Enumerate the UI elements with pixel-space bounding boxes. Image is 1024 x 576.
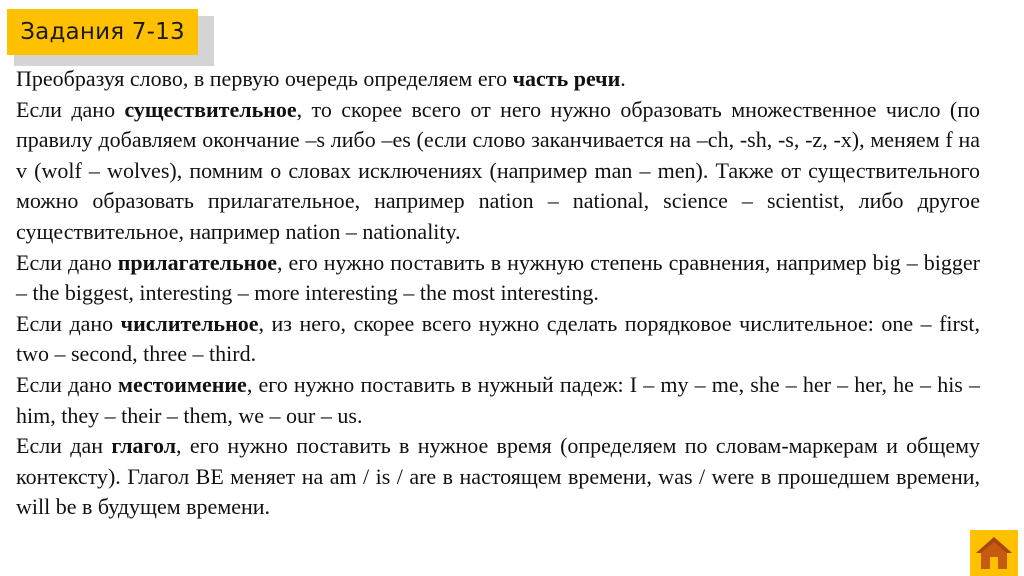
paragraph-text: Если дан <box>16 433 112 459</box>
paragraph-pronoun <box>16 370 980 431</box>
paragraph-text: , его нужно поставить в нужный падеж: I – my – me, she – her – her, he – his – him, they – their – them, we – our – us. <box>16 371 981 428</box>
paragraph-text: Если дано <box>16 310 121 336</box>
slide-title: Задания 7-13 <box>7 9 198 55</box>
keyword-noun: существительное <box>124 96 297 122</box>
slide-content <box>16 64 980 523</box>
paragraph-verb <box>16 431 980 523</box>
keyword-adjective: прилагательное <box>117 249 278 275</box>
paragraph-text: , из него, скорее всего нужно сделать порядковое числительное: one – first, two – second, three – third. <box>16 310 981 367</box>
paragraph-text: Если дано <box>16 96 125 122</box>
paragraph-noun <box>16 95 980 248</box>
keyword-pronoun: местоимение <box>117 371 247 397</box>
home-button[interactable] <box>970 530 1018 576</box>
paragraph-text: . <box>620 66 626 91</box>
paragraph-numeral <box>16 309 980 370</box>
paragraph-text: , то скорее всего от него нужно образовать множественное число (по правилу добавляем окончание –s либо –es (если слово заканчивается на –ch, -sh, -s, -z, -x), меняем f на v (wolf – wolves), помним о словах исключениях (например man – men). Также от существительного можно образовать прилагательное, например nation – national, science – scientist, либо другое существительное, например nation – nationality. <box>16 96 980 244</box>
paragraph-text: Преобразуя слово, в первую очередь определяем его <box>16 66 513 91</box>
paragraph-text: , его нужно поставить в нужное время (определяем по словам-маркерам и общему контексту). Глагол BE меняет на am / is / are в настоящем времени, was / were в прошедшем времени, will be в будущем времени. <box>16 433 980 520</box>
home-icon <box>974 535 1014 571</box>
paragraph-text: , его нужно поставить в нужную степень сравнения, например big – bigger – the biggest, interesting – more interesting – the most interesting. <box>16 249 980 306</box>
paragraph-adjective <box>16 248 980 309</box>
keyword-verb: глагол <box>111 433 177 459</box>
keyword-part-of-speech: часть речи <box>512 66 621 91</box>
paragraph-text: Если дано <box>16 249 118 275</box>
keyword-numeral: числительное <box>120 310 259 336</box>
paragraph-text: Если дано <box>16 371 118 397</box>
paragraph-intro <box>16 64 980 95</box>
